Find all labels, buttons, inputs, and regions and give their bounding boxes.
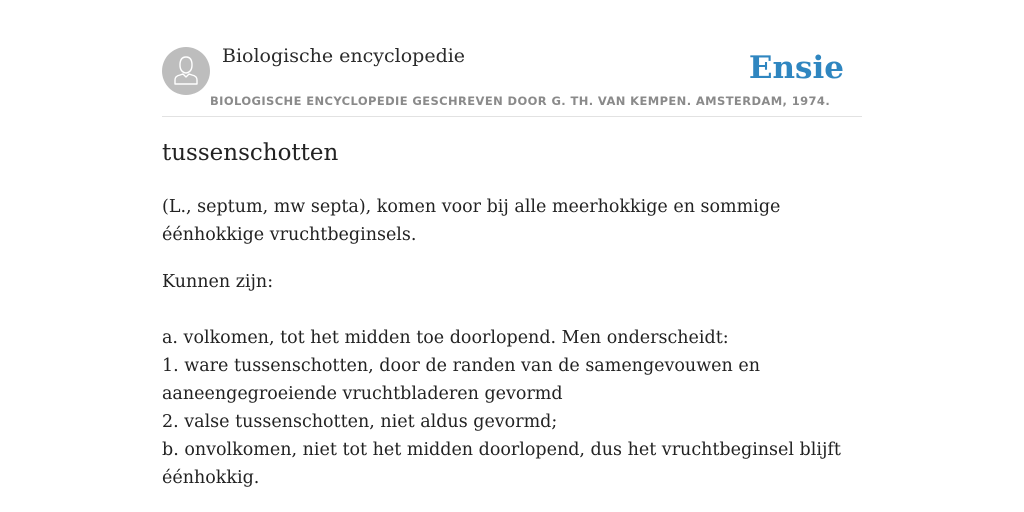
entry-content <box>162 193 872 492</box>
entry-term: tussenschotten <box>162 140 339 166</box>
source-title[interactable]: Biologische encyclopedie <box>222 45 466 67</box>
entry-line: 2. valse tussenschotten, niet aldus gevormd; <box>162 412 558 432</box>
user-icon <box>162 47 210 95</box>
entry-line: 1. ware tussenschotten, door de randen van de samengevouwen en aaneengegroeiende vruchtbladeren gevormd <box>162 356 760 404</box>
source-header <box>162 44 862 117</box>
source-subtitle: BIOLOGISCHE ENCYCLOPEDIE GESCHREVEN DOOR G. TH. VAN KEMPEN. AMSTERDAM, 1974. <box>210 94 831 108</box>
avatar[interactable] <box>162 47 210 95</box>
entry-line: b. onvolkomen, niet tot het midden doorlopend, dus het vruchtbeginsel blijft éénhokkig. <box>162 440 841 488</box>
entry-list <box>162 324 872 492</box>
entry-paragraph: Kunnen zijn: <box>162 272 274 292</box>
entry-paragraph: (L., septum, mw septa), komen voor bij alle meerhokkige en sommige éénhokkige vruchtbeginsels. <box>162 197 781 245</box>
entry-line: a. volkomen, tot het midden toe doorlopend. Men onderscheidt: <box>162 328 729 348</box>
brand-logo[interactable]: Ensie <box>748 50 844 86</box>
